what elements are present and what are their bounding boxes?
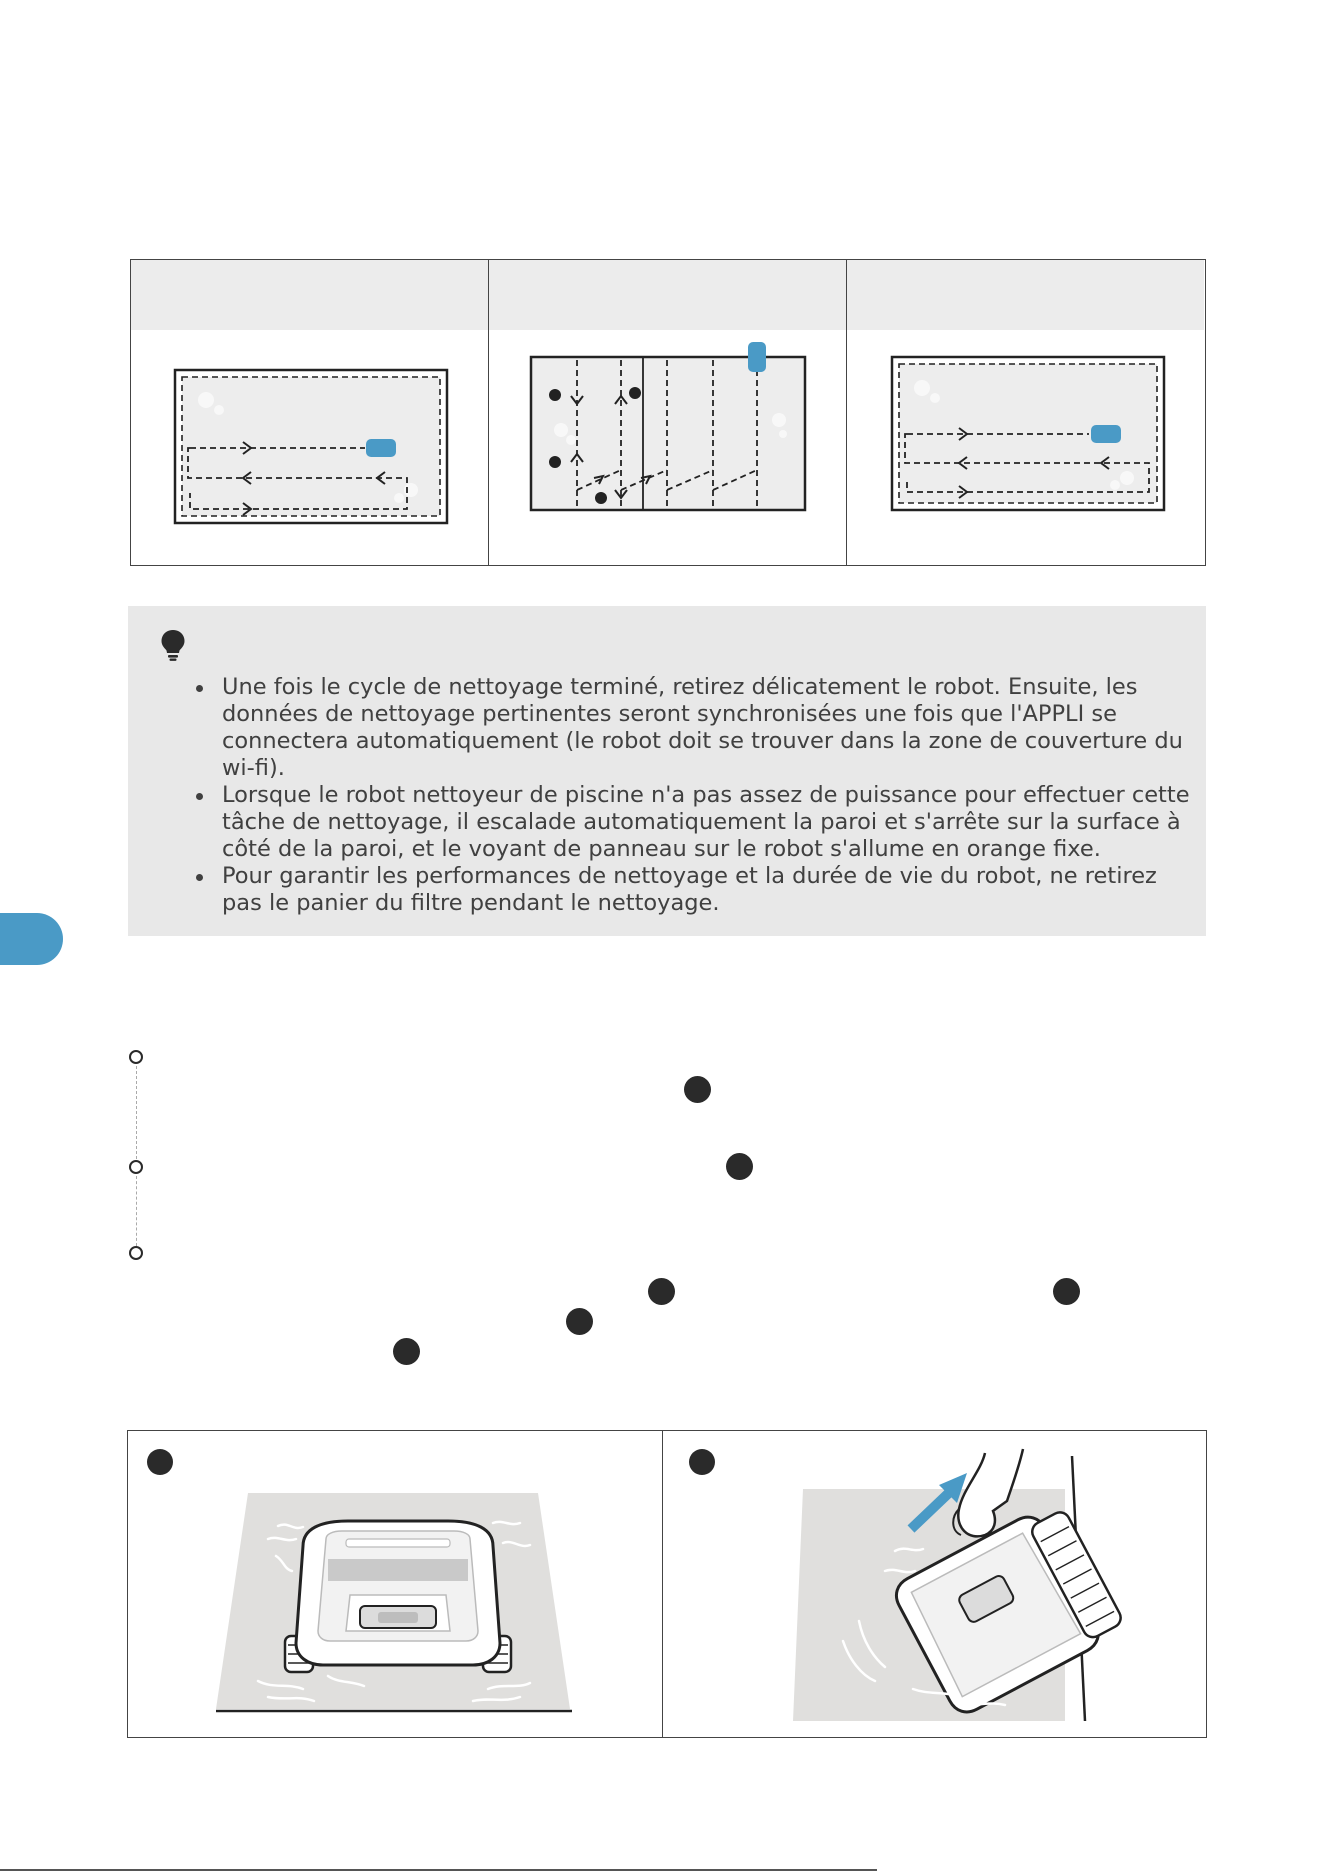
tip-item: Une fois le cycle de nettoyage terminé, retirez délicatement le robot. Ensuite, les données de nettoyage pertinentes seront synchronisées une fois que l'APPLI se connectera automatiquement (le robot doit se trouver dans la zone de couverture du wi-fi). bbox=[194, 674, 1194, 782]
figure-reference-dot bbox=[1053, 1278, 1080, 1305]
lightbulb-icon bbox=[160, 628, 186, 662]
mode-header bbox=[489, 260, 846, 330]
floor-mode-diagram bbox=[131, 330, 488, 567]
mode-header bbox=[847, 260, 1204, 330]
figure-reference-dot bbox=[566, 1308, 593, 1335]
footer-rule bbox=[0, 1869, 877, 1871]
cleaning-modes-table bbox=[130, 259, 1206, 566]
tip-item: Pour garantir les performances de nettoyage et la durée de vie du robot, ne retirez pas le panier du filtre pendant le nettoyage. bbox=[194, 863, 1194, 917]
mode-header bbox=[131, 260, 488, 330]
tips-box bbox=[128, 606, 1206, 936]
step-connector bbox=[136, 1176, 137, 1246]
step-marker-3 bbox=[129, 1246, 143, 1260]
figure-reference-dot bbox=[393, 1338, 420, 1365]
figure-reference-dot bbox=[726, 1153, 753, 1180]
step-marker-1 bbox=[129, 1050, 143, 1064]
illustration-robot-removal bbox=[662, 1431, 1205, 1737]
step-connector bbox=[136, 1066, 137, 1164]
mode-column-waterline bbox=[846, 260, 1204, 565]
illustration-robot-on-floor bbox=[128, 1431, 662, 1737]
wall-mode-diagram bbox=[489, 330, 846, 567]
figure-reference-dot bbox=[648, 1278, 675, 1305]
step-marker-2 bbox=[129, 1160, 143, 1174]
full-pool-mode-diagram bbox=[847, 330, 1204, 567]
tip-item: Lorsque le robot nettoyeur de piscine n'a pas assez de puissance pour effectuer cette tâche de nettoyage, il escalade automatiquement la paroi et s'arrête sur la surface à côté de la paroi, et le voyant de panneau sur le robot s'allume en orange fixe. bbox=[194, 782, 1194, 863]
tips-list bbox=[194, 674, 1194, 917]
illustrations-table bbox=[127, 1430, 1207, 1738]
mode-column-floor bbox=[131, 260, 488, 565]
section-side-tab bbox=[0, 913, 63, 965]
mode-column-wall bbox=[488, 260, 846, 565]
figure-reference-dot bbox=[684, 1076, 711, 1103]
